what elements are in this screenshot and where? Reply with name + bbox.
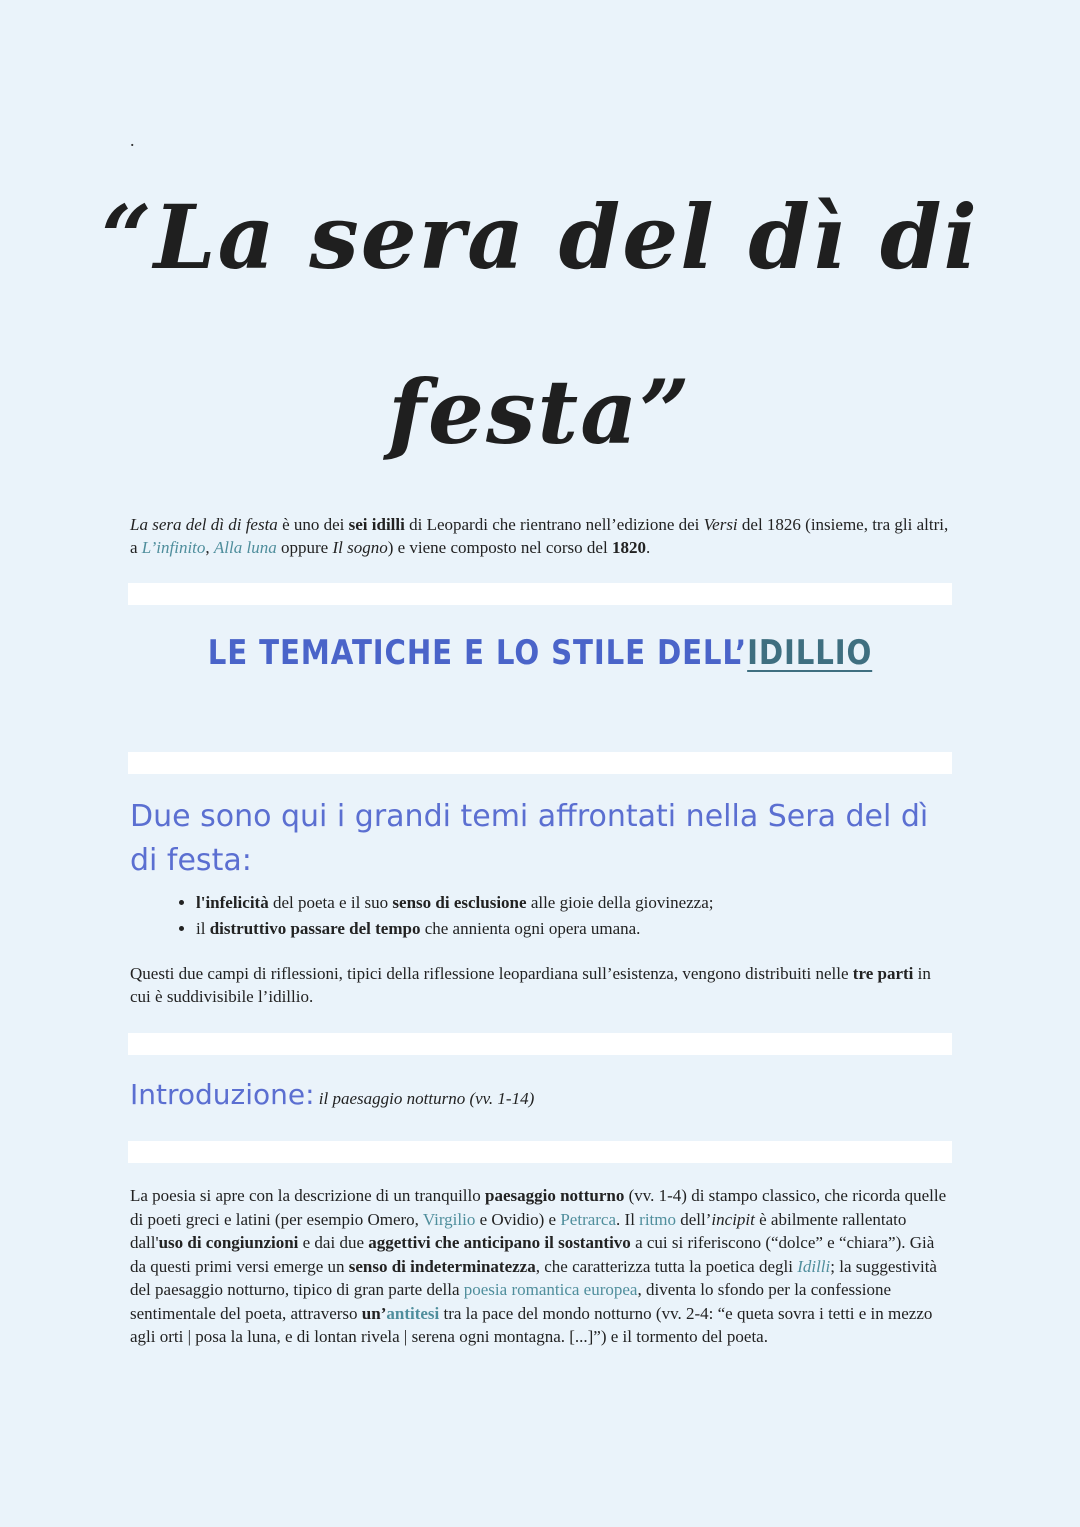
text-run: tra la pace del mondo notturno (vv. 2-4: “e queta sovra i tetti e in mezzo agli orti | posa la luna, e di lontan rivela | serena ogni montagna. [...]”) e il tormento del poeta. [130,1303,933,1346]
text-run: , diventa lo sfondo per la confessione sentimentale del poeta, attraverso [130,1280,891,1323]
link-virgilio[interactable]: Virgilio [422,1209,476,1229]
bold-year: 1820 [611,538,646,557]
text-run: il [196,919,210,938]
section-title-text: LE TEMATICHE E LO STILE DELL’ [207,633,748,673]
list-item [196,890,1016,916]
bold-term: paesaggio notturno [485,1186,625,1205]
section-title-highlight: IDILLIO [747,633,873,673]
bold-term: sei idilli [348,515,405,534]
text-run: oppure [276,538,333,557]
text-run: dell’ [676,1209,712,1229]
text-run: . Il [616,1209,640,1229]
bold-term: distruttivo passare del tempo [209,919,421,938]
document-title-line-1: “La sera del dì di [101,185,979,289]
list-item [196,916,1016,942]
text-run: a cui si riferiscono (“dolce” e “chiara”). Già da questi primi versi emerge un [130,1233,935,1276]
text-run: alle gioie della giovinezza; [526,893,714,912]
introduction-heading-note: il paesaggio notturno (vv. 1-14) [314,1089,535,1108]
intro-paragraph [130,513,952,559]
text-run: La poesia si apre con la descrizione di un tranquillo [130,1186,485,1205]
work-title: Il sogno [332,538,388,557]
themes-list [130,890,1016,942]
text-run: ; la suggestività del paesaggio notturno, tipico di gran parte della [130,1256,937,1299]
text-run: è abilmente rallentato dall' [130,1209,907,1252]
section-title [76,633,1005,673]
bold-term: aggettivi che anticipano il sostantivo [368,1233,631,1252]
text-run: Questi due campi di riflessioni, tipici della riflessione leopardiana sull’esistenza, vengono distribuiti nelle [130,964,853,983]
bold-term: tre parti [852,964,914,983]
document-title-line-2: festa” [388,360,692,464]
work-title: La sera del dì di festa [130,515,278,534]
link-antitesi[interactable]: antitesi [386,1303,440,1323]
text-run: che annienta ogni opera umana. [420,919,641,938]
bold-term: un’ [361,1303,387,1323]
section-divider-band [128,583,952,605]
text-run: di Leopardi che rientrano nell’edizione dei [404,515,704,534]
introduction-heading [130,1078,534,1111]
text-run: (vv. 1-4) di stampo classico, che ricorda quelle di poeti greci e latini (per esempio Omero, [130,1186,947,1229]
introduction-heading-label: Introduzione: [130,1078,315,1111]
text-run: e dai due [298,1233,369,1252]
link-poesia-romantica-europea[interactable]: poesia romantica europea [463,1280,638,1299]
text-run: , [205,538,214,557]
link-alla-luna[interactable]: Alla luna [213,538,277,557]
link-petrarca[interactable]: Petrarca [560,1209,617,1229]
section-divider-band [128,752,952,774]
text-run: del poeta e il suo [268,893,393,912]
link-linfinito[interactable]: L’infinito [141,538,206,557]
text-run: . [645,538,651,557]
section-divider-band [128,1141,952,1163]
italic-term: incipit [711,1209,755,1229]
stray-dot: . [130,130,135,150]
section-divider-band [128,1033,952,1055]
bold-term: l'infelicità [196,893,269,912]
themes-paragraph [130,962,952,1008]
link-ritmo[interactable]: ritmo [639,1209,677,1229]
text-run: del 1826 (insieme, tra gli altri, a [130,515,949,557]
body-paragraph [130,1184,952,1349]
text-run: è uno dei [277,515,349,534]
text-run: in cui è suddivisibile l’idillio. [130,964,931,1006]
bold-term: senso di indeterminatezza [348,1256,536,1276]
bold-term: uso di congiunzioni [158,1233,299,1252]
themes-heading: Due sono qui i grandi temi affrontati nella Sera del dì di festa: [130,799,929,878]
text-run: e Ovidio) e [475,1209,561,1229]
link-idilli[interactable]: Idilli [797,1256,831,1276]
work-title: Versi [703,515,738,534]
text-run: ) e viene composto nel corso del [387,538,612,557]
bold-term: senso di esclusione [392,893,527,912]
text-run: , che caratterizza tutta la poetica degli [535,1256,798,1276]
